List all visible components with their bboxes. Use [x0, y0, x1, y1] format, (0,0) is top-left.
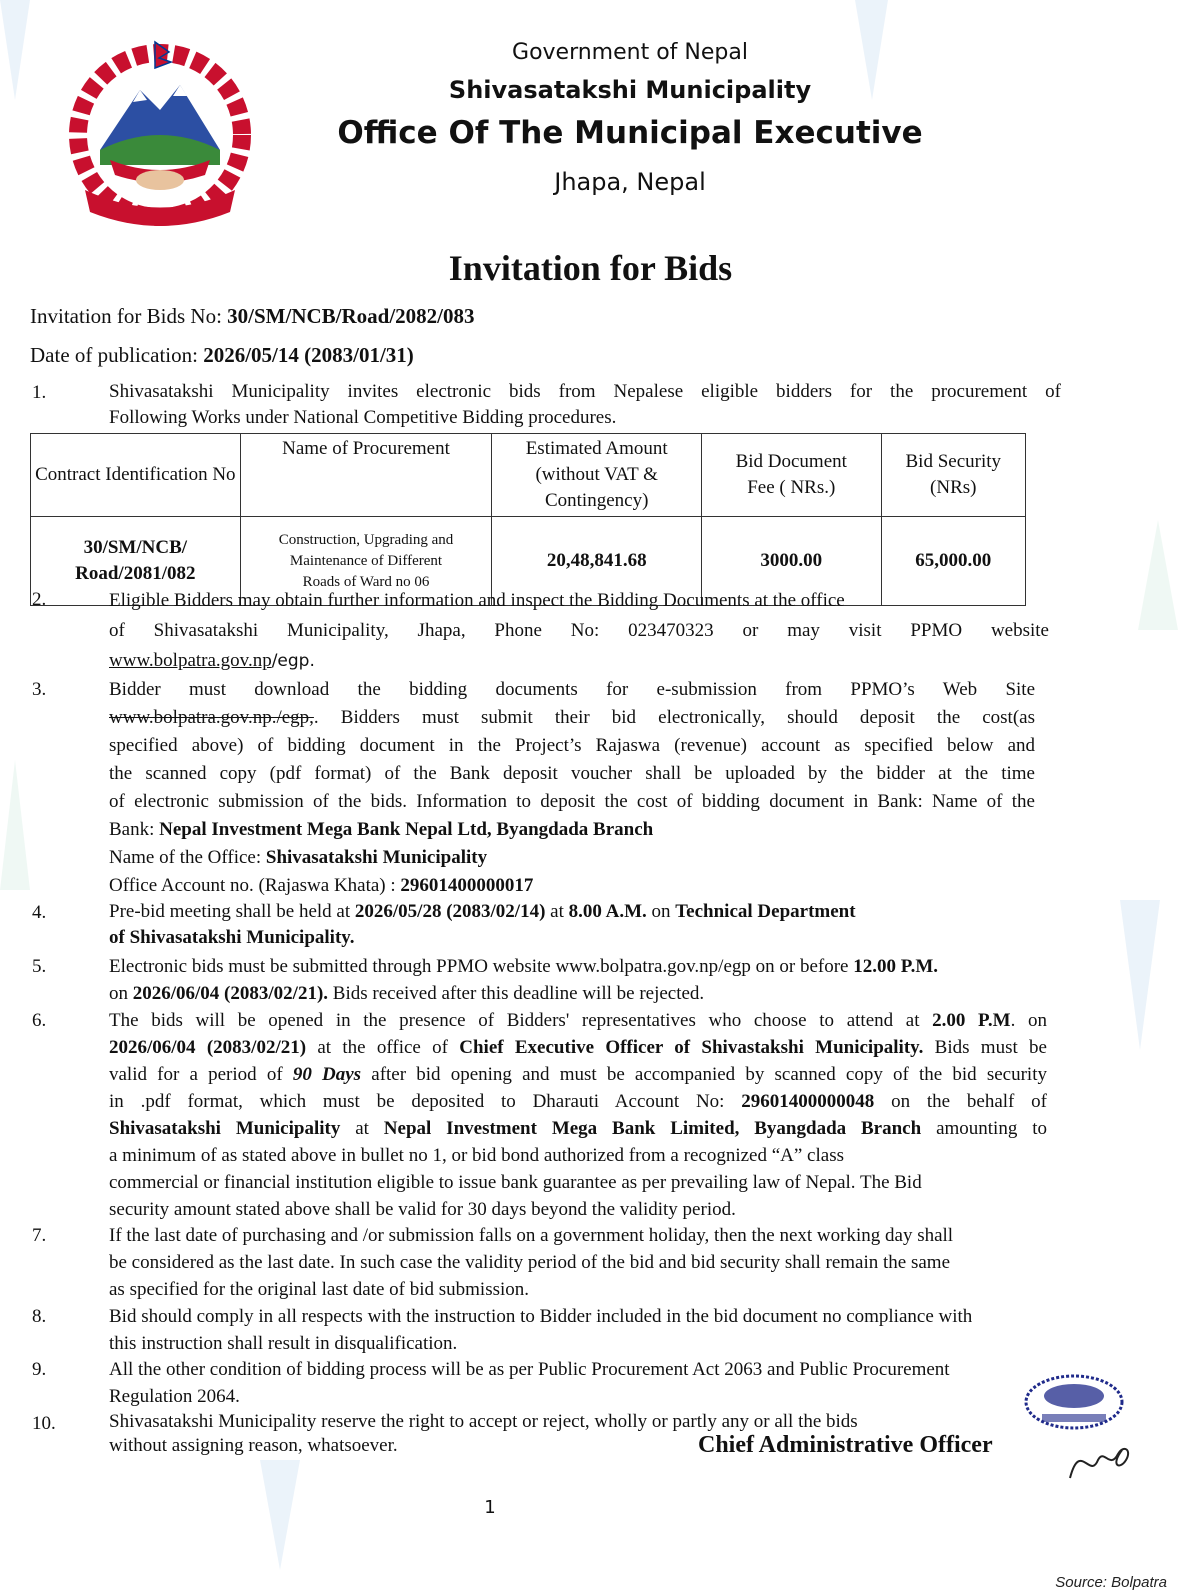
watermark-arrow-icon	[0, 760, 30, 900]
clause-text: the scanned copy (pdf format) of the Bank deposit voucher shall be uploaded by the bidder at the time	[109, 763, 1035, 784]
clause-text: on	[109, 983, 133, 1004]
clause-text: Shivasatakshi Municipality reserve the right to accept or reject, wholly or partly any or all the bids	[109, 1411, 858, 1432]
clause-text: on the behalf of	[874, 1091, 1047, 1112]
pre-bid-date: 2026/05/28 (2083/02/14)	[354, 901, 546, 922]
submission-date: 2026/06/04 (2083/02/21).	[132, 983, 329, 1004]
header-security-line1: Bid Security	[905, 451, 1002, 472]
clause-text: be considered as the last date. In such case the validity period of the bid and bid security shall remain the same	[109, 1252, 951, 1273]
clause-text: security amount stated above shall be valid for 30 days beyond the validity period.	[109, 1199, 736, 1220]
office-name-value: Shivasatakshi Municipality	[265, 847, 488, 868]
clause-text: Following Works under National Competitive Bidding procedures.	[109, 407, 617, 428]
clause-text: Bids must be	[923, 1037, 1047, 1058]
beneficiary-name: Shivasatakshi Municipality	[109, 1118, 341, 1139]
office-account-label: Office Account no. (Rajaswa Khata) :	[109, 875, 401, 896]
office-account-value: 29601400000017	[400, 875, 534, 896]
clause-number: 9.	[32, 1359, 47, 1380]
clause-text: in .pdf format, which must be deposited to Dharauti Account No:	[109, 1091, 742, 1112]
validity-period: 90 Days	[292, 1064, 362, 1085]
watermark-arrow-icon	[1138, 520, 1178, 640]
clause-text: at	[545, 901, 569, 922]
contract-id-line1: 30/SM/NCB/	[83, 537, 188, 558]
clause-number: 3.	[32, 679, 47, 700]
clause-text: a minimum of as stated above in bullet no 1, or bid bond authorized from a recognized “A” class	[109, 1145, 844, 1166]
dharauti-account-number: 29601400000048	[741, 1091, 875, 1112]
bank-name: Nepal Investment Mega Bank Nepal Ltd, Byangdada Branch	[159, 819, 654, 840]
header-fee-line1: Bid Document	[735, 451, 847, 472]
clause-text: amounting to	[921, 1118, 1047, 1139]
pre-bid-time: 8.00 A.M.	[568, 901, 647, 922]
pre-bid-venue: of Shivasatakshi Municipality.	[109, 927, 355, 948]
clause-text: Bids received after this deadline will be rejected.	[328, 983, 705, 1004]
clause-text: this instruction shall result in disqualification.	[109, 1333, 458, 1354]
clause-text: of Shivasatakshi Municipality, Jhapa, Phone No: 023470323 or may visit PPMO website	[109, 620, 1049, 641]
clause-number: 7.	[32, 1225, 47, 1246]
clause-text: Eligible Bidders may obtain further information and inspect the Bidding Documents at the office	[109, 590, 845, 611]
header-contract-id: Contract Identification No	[31, 434, 241, 517]
clause-text: at the office of	[306, 1037, 460, 1058]
clause-text: valid for a period of	[109, 1064, 293, 1085]
cell-procurement-name: Construction, Upgrading and Maintenance of Different Roads of Ward no 06	[240, 517, 492, 606]
clause-text: on	[646, 901, 676, 922]
clause-text: after bid opening and must be accompanied by scanned copy of the bid security	[361, 1064, 1047, 1085]
header-procurement-name: Name of Procurement	[240, 434, 492, 517]
clause-text: specified above) of bidding document in the Project’s Rajaswa (revenue) account as specified below and	[109, 735, 1035, 756]
clause-text: The bids will be opened in the presence of Bidders' representatives who choose to attend at	[109, 1010, 933, 1031]
ppmo-website-link[interactable]: www.bolpatra.gov.np	[109, 650, 272, 671]
opening-time: 2.00 P.M	[932, 1010, 1011, 1031]
submission-time: 12.00 P.M.	[853, 956, 939, 977]
clause-text: Shivasatakshi Municipality invites electronic bids from Nepalese eligible bidders for the procurement of	[109, 381, 1061, 402]
clause-text: All the other condition of bidding process will be as per Public Procurement Act 2063 and Public Procurement	[109, 1359, 950, 1380]
struck-website-link[interactable]: www.bolpatra.gov.np./egp,	[109, 707, 314, 728]
page-number: 1	[484, 1497, 496, 1518]
publication-date-line	[30, 343, 414, 368]
ifb-number-label: Invitation for Bids No:	[30, 304, 228, 328]
opening-date: 2026/06/04 (2083/02/21)	[109, 1037, 307, 1058]
bank-label: Bank:	[109, 819, 160, 840]
header-estimated-amount: Estimated Amount (without VAT & Contingency)	[492, 434, 702, 517]
clause-number: 6.	[32, 1010, 47, 1031]
clause-text: of electronic submission of the bids. Information to deposit the cost of bidding document in Bank: Name of the	[109, 791, 1035, 812]
watermark-arrow-icon	[0, 0, 40, 110]
clause-text: Bidder must download the bidding documents for e-submission from PPMO’s Web Site	[109, 679, 1035, 700]
location-heading: Jhapa, Nepal	[554, 168, 706, 196]
clause-text: /egp.	[271, 651, 315, 671]
clause-text: Electronic bids must be submitted through PPMO website www.bolpatra.gov.np/egp on or before	[109, 956, 854, 977]
clause-text: If the last date of purchasing and /or submission falls on a government holiday, then the next working day shall	[109, 1225, 954, 1246]
government-heading: Government of Nepal	[512, 40, 748, 65]
cell-estimated-amount: 20,48,841.68	[492, 517, 702, 606]
opening-venue: Chief Executive Officer of Shivastakshi Municipality.	[459, 1037, 924, 1058]
office-heading: Office Of The Municipal Executive	[337, 115, 923, 151]
clause-number: 4.	[32, 902, 47, 923]
signature-icon	[1060, 1420, 1140, 1490]
header-bid-security	[881, 434, 1025, 517]
header-bid-document-fee	[702, 434, 882, 517]
bid-table	[30, 433, 1026, 606]
bank-name: Nepal Investment Mega Bank Limited, Byangdada Branch	[383, 1118, 922, 1139]
clause-number: 8.	[32, 1306, 47, 1327]
clause-number: 5.	[32, 956, 47, 977]
watermark-arrow-icon	[1120, 900, 1160, 1060]
clause-text: commercial or financial institution eligible to issue bank guarantee as per prevailing law of Nepal. The Bid	[109, 1172, 922, 1193]
ifb-number-value: 30/SM/NCB/Road/2082/083	[227, 304, 475, 328]
clause-number: 2.	[32, 589, 47, 610]
publication-date-label: Date of publication:	[30, 343, 204, 367]
ifb-number-line	[30, 304, 475, 329]
signatory-title: Chief Administrative Officer	[698, 1432, 993, 1458]
municipality-heading: Shivasatakshi Municipality	[448, 76, 812, 104]
clause-text: Pre-bid meeting shall be held at	[109, 901, 355, 922]
document-title: Invitation for Bids	[448, 248, 733, 288]
source-credit: Source: Bolpatra	[1055, 1574, 1167, 1591]
cell-bid-security: 65,000.00	[881, 517, 1025, 606]
nepal-emblem-icon	[55, 40, 265, 235]
clause-text: Bid should comply in all respects with the instruction to Bidder included in the bid document no compliance with	[109, 1306, 973, 1327]
cell-bid-document-fee: 3000.00	[702, 517, 882, 606]
clause-text: without assigning reason, whatsoever.	[109, 1435, 398, 1456]
header-security-line2: (NRs)	[930, 477, 977, 498]
pre-bid-venue: Technical Department	[675, 901, 856, 922]
office-name-label: Name of the Office:	[109, 847, 266, 868]
contract-id-line2: Road/2081/082	[75, 563, 196, 584]
table-header-row	[31, 434, 1026, 517]
clause-number: 1.	[32, 382, 47, 403]
clause-number: 10.	[32, 1413, 56, 1434]
header-fee-line2: Fee ( NRs.)	[747, 477, 836, 498]
watermark-arrow-icon	[260, 1460, 300, 1580]
clause-text: . Bidders must submit their bid electronically, should deposit the cost(as	[313, 707, 1035, 728]
clause-text: Regulation 2064.	[109, 1386, 240, 1407]
publication-date-value: 2026/05/14 (2083/01/31)	[203, 343, 414, 367]
clause-text: as specified for the original last date of bid submission.	[109, 1279, 530, 1300]
clause-text: at	[340, 1118, 384, 1139]
clause-text: . on	[1010, 1010, 1047, 1031]
